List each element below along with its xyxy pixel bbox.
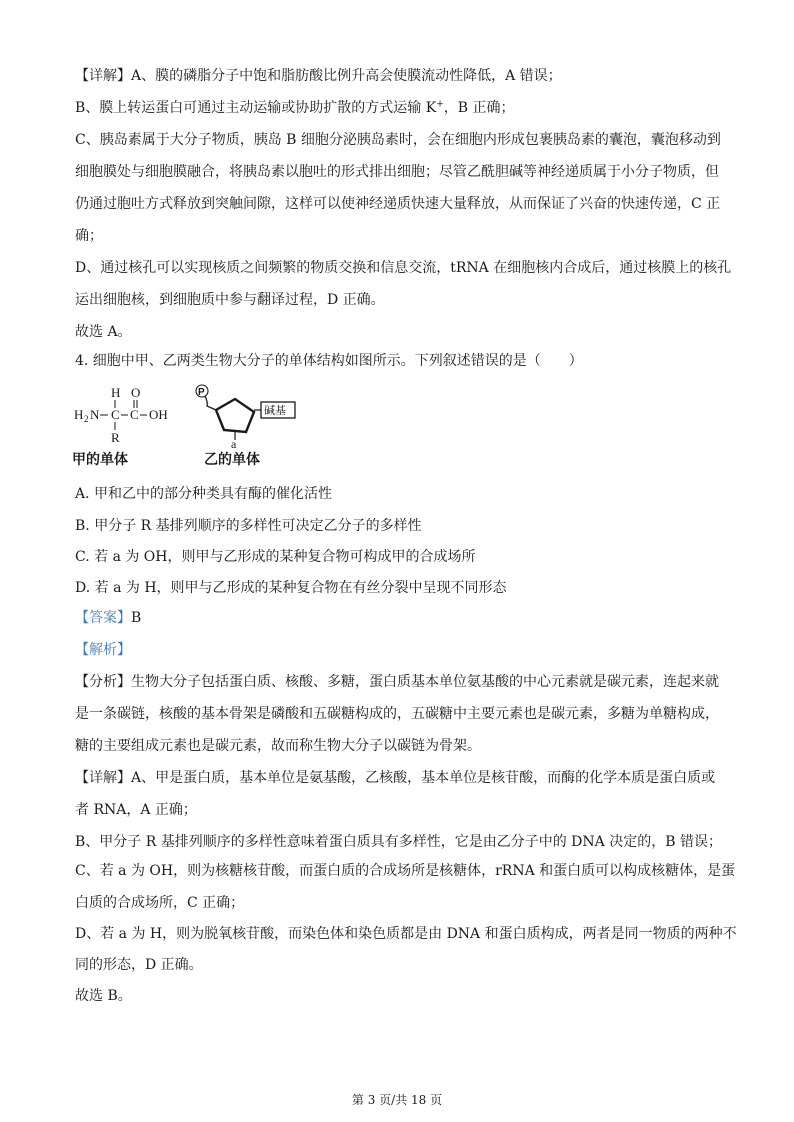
amino-c2: C	[130, 407, 139, 422]
a-label: a	[231, 437, 237, 451]
answer-tag: 【答案】	[75, 610, 131, 626]
detail-d-line2: 运出细胞核，到细胞质中参与翻译过程，D 正确。	[75, 292, 385, 308]
amino-c1: C	[111, 407, 120, 422]
phosphate-bond	[205, 396, 216, 410]
amino-subscript-2: 2	[84, 414, 89, 424]
option-a: A. 甲和乙中的部分种类具有酶的催化活性	[75, 486, 333, 502]
option-b: B. 甲分子 R 基排列顺序的多样性可决定乙分子的多样性	[75, 518, 422, 534]
fenxi-tag: 【分析】	[75, 674, 131, 690]
fenxi-line3: 糖的主要组成元素也是碳元素，故而称生物大分子以碳链为骨架。	[75, 738, 481, 754]
answer-line	[75, 608, 754, 628]
detail-paragraph-b	[75, 98, 754, 118]
option-d: D. 若 a 为 H，则甲与乙形成的某种复合物在有丝分裂中呈现不同形态	[75, 580, 507, 596]
detail-4-a-text: A、甲是蛋白质，基本单位是氨基酸，乙核酸，基本单位是核苷酸，而酶的化学本质是蛋白质或	[131, 770, 716, 786]
question-4-stem: 4. 细胞中甲、乙两类生物大分子的单体结构如图所示。下列叙述错误的是（ ）	[75, 353, 583, 369]
fenxi-line1	[75, 672, 754, 692]
choice-line: 故选 A。	[75, 324, 132, 340]
detail-4-line-b: B、甲分子 R 基排列顺序的多样性意味着蛋白质具有多样性，它是由乙分子中的 DNA 决定的，B 错误；	[75, 834, 722, 850]
superscript-plus: +	[436, 99, 444, 110]
detail-b-text: B、膜上转运蛋白可通过主动运输或协助扩散的方式运输 K	[75, 100, 437, 116]
option-c: C. 若 a 为 OH，则甲与乙形成的某种复合物可构成甲的合成场所	[75, 549, 476, 565]
base-label: 碱基	[264, 404, 286, 417]
detail-4-choice: 故选 B。	[75, 988, 132, 1004]
amino-r-group: R	[111, 430, 120, 445]
analysis-tag: 【解析】	[75, 642, 131, 658]
detail-c-line3: 仍通过胞吐方式释放到突触间隙，这样可以使神经递质快速大量释放，从而保证了兴奋的快速传递，C 正	[75, 196, 721, 212]
amino-oh: OH	[149, 407, 168, 422]
detail-c-line1: C、胰岛素属于大分子物质，胰岛 B 细胞分泌胰岛素时，会在细胞内形成包裹胰岛素的囊泡，囊泡移动到	[75, 132, 721, 148]
detail-b-tail: ，B 正确；	[443, 100, 515, 116]
monomer-figure	[70, 382, 310, 470]
detail-paragraph-a	[75, 66, 754, 86]
answer-value: B	[131, 610, 142, 626]
phosphate-label: P	[198, 387, 205, 398]
monomer-diagram	[70, 382, 310, 470]
pentose-ring	[216, 399, 254, 432]
amino-h: H	[74, 407, 84, 422]
page-number: 第 3 页/共 18 页	[351, 1093, 443, 1107]
detail-tag: 【详解】	[75, 68, 131, 84]
nucleotide-structure	[196, 385, 295, 451]
amino-acid-structure	[74, 385, 168, 445]
detail-d-line1: D、通过核孔可以实现核质之间频繁的物质交换和信息交流，tRNA 在细胞核内合成后，通过核膜上的核孔	[75, 260, 732, 276]
detail-4-tag: 【详解】	[75, 770, 131, 786]
detail-4-line-c1: C、若 a 为 OH，则为核糖核苷酸，而蛋白质的合成场所是核糖体，rRNA 和蛋白质可以构成核糖体，是蛋	[75, 863, 736, 879]
detail-a-text: A、膜的磷脂分子中饱和脂肪酸比例升高会使膜流动性降低，A 错误；	[131, 68, 562, 84]
detail-4-line-d2: 同的形态，D 正确。	[75, 957, 203, 973]
amino-n: N	[90, 407, 100, 422]
amino-o-top: O	[131, 385, 141, 400]
fenxi-line2: 是一条碳链，核酸的基本骨架是磷酸和五碳糖构成的，五碳糖中主要元素也是碳元素，多糖为单糖构成，	[75, 706, 719, 722]
detail-4-line-c2: 白质的合成场所，C 正确；	[75, 895, 245, 911]
amino-h-top: H	[111, 385, 121, 400]
caption-jia: 甲的单体	[72, 452, 128, 468]
detail-4-line-d1: D、若 a 为 H，则为脱氧核苷酸，而染色体和染色质都是由 DNA 和蛋白质构成，两者是同一物质的两种不	[75, 926, 737, 942]
detail-4-line-a2: 者 RNA，A 正确；	[75, 802, 197, 818]
detail-c-line4: 确；	[75, 228, 103, 244]
caption-yi: 乙的单体	[204, 452, 260, 468]
fenxi-text1: 生物大分子包括蛋白质、核酸、多糖，蛋白质基本单位氨基酸的中心元素就是碳元素，连起来就	[131, 674, 719, 690]
detail-4-line-a1	[75, 768, 754, 788]
detail-c-line2: 细胞膜处与细胞膜融合，将胰岛素以胞吐的形式排出细胞；尽管乙酰胆碱等神经递质属于小分子物质，但	[75, 164, 719, 180]
